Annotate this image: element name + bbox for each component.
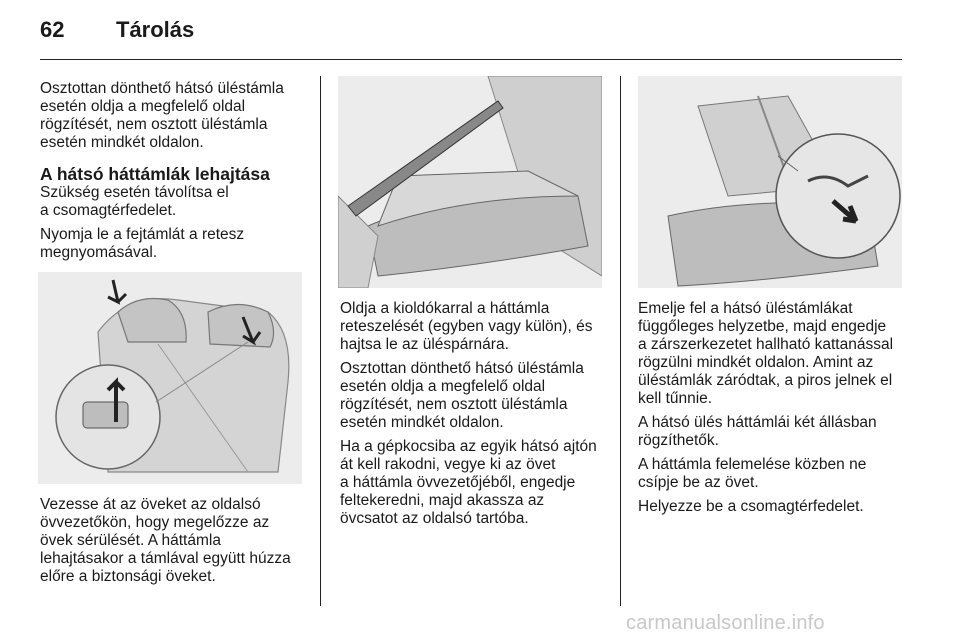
replace-cover-paragraph: Helyezze be a csomagtérfedelet.	[638, 498, 864, 515]
headrest-paragraph: Nyomja le a fejtámlát a retesz megnyomásával.	[40, 226, 245, 261]
column-divider-2	[620, 76, 621, 606]
section-heading: A hátsó háttámlák lehajtása	[40, 164, 270, 184]
seat-latch-illustration	[638, 76, 902, 288]
belt-pinch-paragraph: A háttámla felemelése közben ne csípje be az övet.	[638, 456, 867, 491]
two-positions-paragraph: A hátsó ülés háttámlái két állásban rögzíthetők.	[638, 414, 877, 449]
belt-guide-paragraph: Vezesse át az öveket az oldalsó övvezetőkön, hogy megelőzze az övek sérülését. A háttámla lehajtásakor a támlával együtt húzza előre a biztonsági öveket.	[40, 496, 291, 585]
page-number: 62	[40, 17, 65, 42]
column-1	[40, 80, 310, 268]
headrest-illustration	[38, 272, 302, 484]
column-1-bottom	[40, 496, 310, 592]
watermark-text: carmanualsonline.info	[626, 612, 825, 634]
column-3	[638, 300, 906, 522]
rear-door-loading-paragraph: Ha a gépkocsiba az egyik hátsó ajtón át kell rakodni, vegye ki az övet a háttámla övvezetőjéből, engedje feltekeredni, majd akassza az övcsatot az oldalsó tartóba.	[340, 438, 597, 527]
split-backrest-paragraph: Osztottan dönthető hátsó üléstámla esetén oldja a megfelelő oldal rögzítését, nem osztott üléstámla esetén mindkét oldalon.	[340, 360, 584, 431]
folding-seat-illustration	[338, 76, 602, 288]
release-lever-paragraph: Oldja a kioldókarral a háttámla reteszelését (egyben vagy külön), és hajtsa le az üléspárnára.	[340, 300, 593, 353]
header-divider	[40, 59, 902, 60]
remove-cover-paragraph: Szükség esetén távolítsa el a csomagtérfedelet.	[40, 184, 229, 219]
column-divider-1	[320, 76, 321, 606]
column-2	[340, 300, 612, 534]
section-title: Tárolás	[116, 17, 195, 42]
intro-paragraph: Osztottan dönthető hátsó üléstámla esetén oldja a megfelelő oldal rögzítését, nem osztott üléstámla esetén mindkét oldalon.	[40, 80, 284, 151]
raise-backrest-paragraph: Emelje fel a hátsó üléstámlákat függőleges helyzetbe, majd engedje a zárszerkezetet hallható kattanással rögzülni mindkét oldalon. Amint az üléstámlák záródtak, a piros jelnek el kell tűnnie.	[638, 300, 894, 407]
